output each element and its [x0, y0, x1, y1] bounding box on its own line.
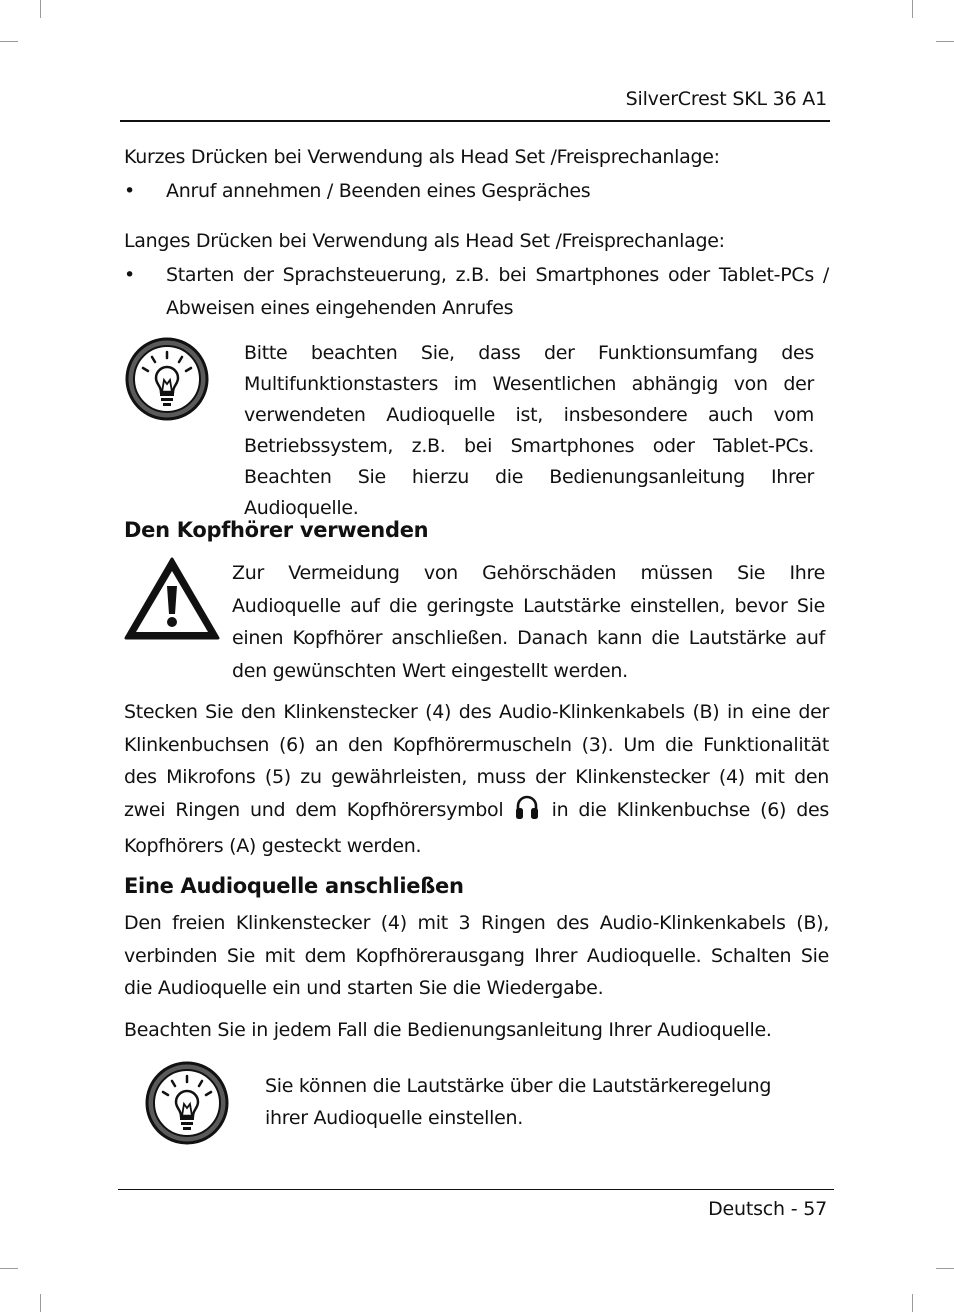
paragraph: Den freien Klinkenstecker (4) mit 3 Ringen des Audio-Klinkenkabels (B), verbinden Sie mit dem Kopfhörerausgang Ihrer Audioquelle. Schalten Sie die Audioquelle ein und starten Sie die Wiedergabe. — [124, 912, 829, 999]
crop-mark — [912, 0, 913, 18]
bullet-dot: • — [124, 180, 135, 202]
lightbulb-icon — [143, 1060, 231, 1146]
list-item-text: Starten der Sprachsteuerung, z.B. bei Smartphones oder Tablet-PCs / Abweisen eines eingehenden Anrufes — [166, 264, 829, 319]
note-text: Sie können die Lautstärke über die Lautstärkeregelung ihrer Audioquelle einstellen. — [265, 1075, 772, 1129]
list-item — [124, 175, 829, 208]
section-heading: Den Kopfhörer verwenden — [124, 518, 429, 542]
crop-mark — [936, 1268, 954, 1269]
bullet-dot: • — [124, 264, 135, 286]
warning-triangle-icon — [123, 556, 221, 642]
lightbulb-icon — [123, 336, 211, 422]
section-heading: Eine Audioquelle anschließen — [124, 874, 464, 898]
long-press-intro: Langes Drücken bei Verwendung als Head Set /Freisprechanlage: — [124, 230, 725, 252]
paragraph-text: Stecken Sie den Klinkenstecker (4) des Audio-Klinkenkabels (B) in eine der Klinkenbuchsen (6) an den Kopfhörermuscheln (3). Um die Funktionalität des Mikrofons (5) zu gewährleisten, muss der Klinkenstecker (4) mit den zwei Ringen und dem Kopfhörersymbol — [124, 701, 829, 821]
crop-mark — [936, 41, 954, 42]
list-item-text: Anruf annehmen / Beenden eines Gespräches — [166, 180, 591, 202]
crop-mark — [912, 1294, 913, 1312]
headphone-icon — [515, 794, 539, 831]
list-item — [124, 259, 829, 325]
header-rule — [120, 120, 830, 122]
crop-mark — [0, 41, 18, 42]
page-number: Deutsch - 57 — [708, 1198, 827, 1220]
paragraph: Beachten Sie in jedem Fall die Bedienungsanleitung Ihrer Audioquelle. — [124, 1019, 772, 1041]
warning-text: Zur Vermeidung von Gehörschäden müssen Sie Ihre Audioquelle auf die geringste Lautstärke einstellen, bevor Sie einen Kopfhörer anschließen. Danach kann die Lautstärke auf den gewünschten Wert eingestellt werden. — [232, 562, 825, 682]
crop-mark — [0, 1268, 18, 1269]
note-text: Bitte beachten Sie, dass der Funktionsumfang des Multifunktionstasters im Wesentlichen abhängig von der verwendeten Audioquelle ist, insbesondere auch vom Betriebssystem, z.B. bei Smartphones oder Tablet-PCs. Beachten Sie hierzu die Bedienungsanleitung Ihrer Audioquelle. — [244, 342, 814, 519]
crop-mark — [40, 1294, 41, 1312]
page-header-title: SilverCrest SKL 36 A1 — [625, 88, 827, 110]
crop-mark — [40, 0, 41, 18]
footer-rule — [118, 1189, 834, 1190]
paragraph — [124, 696, 829, 863]
short-press-intro: Kurzes Drücken bei Verwendung als Head Set /Freisprechanlage: — [124, 146, 720, 168]
paragraph-text: in die Klinkenbuchse (6) des Kopfhörers (A) gesteckt werden. — [124, 798, 830, 857]
